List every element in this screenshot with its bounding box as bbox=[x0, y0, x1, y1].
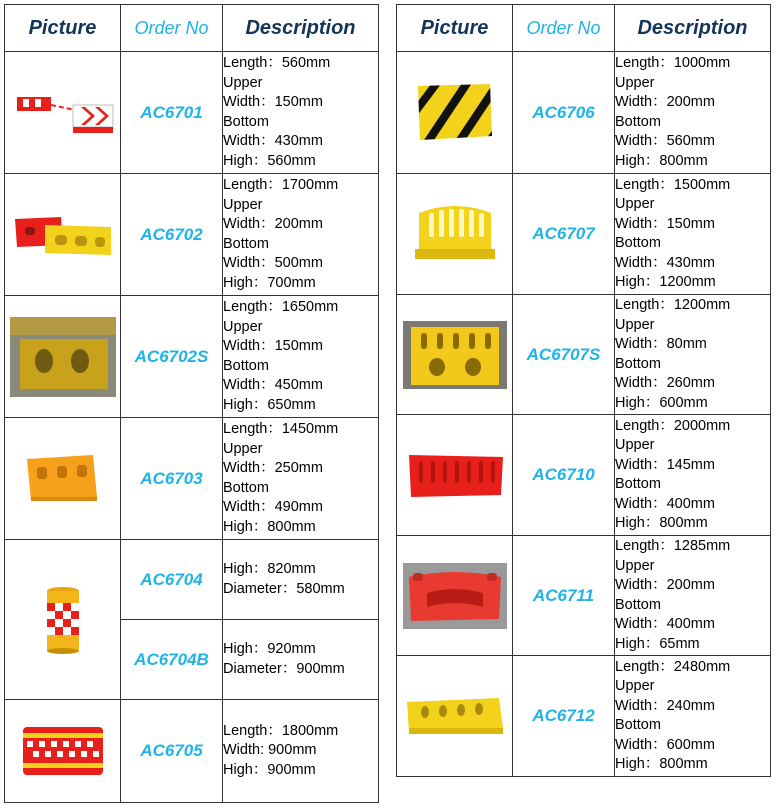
desc-line: Upper bbox=[615, 437, 655, 453]
description-cell bbox=[615, 174, 771, 295]
product-picture bbox=[397, 656, 513, 777]
product-picture bbox=[397, 415, 513, 536]
desc-line: Diameter：900mm bbox=[223, 660, 345, 677]
product-picture bbox=[5, 296, 121, 418]
desc-line: Upper bbox=[223, 440, 263, 457]
desc-line: High：1200mm bbox=[615, 274, 716, 290]
desc-line: Length：1700mm bbox=[223, 177, 339, 193]
header-order-no: Order No bbox=[121, 5, 223, 52]
description-cell bbox=[223, 620, 379, 700]
barrier-image bbox=[405, 451, 505, 499]
header-description: Description bbox=[615, 5, 771, 52]
product-picture bbox=[397, 295, 513, 415]
description-cell bbox=[615, 656, 771, 777]
desc-line: Length：1200mm bbox=[615, 297, 731, 313]
desc-line: High：800mm bbox=[615, 515, 708, 531]
order-number: AC6712 bbox=[513, 656, 615, 777]
desc-line: Bottom bbox=[615, 717, 661, 733]
header-row bbox=[5, 5, 379, 52]
table-row bbox=[397, 415, 771, 536]
product-picture bbox=[5, 540, 121, 700]
header-picture: Picture bbox=[397, 5, 513, 52]
header-description: Description bbox=[223, 5, 379, 52]
desc-line: Bottom bbox=[223, 113, 269, 130]
table-row bbox=[397, 536, 771, 656]
desc-line: Width：430mm bbox=[615, 254, 715, 271]
table-row bbox=[5, 174, 379, 296]
desc-line: Length：1800mm bbox=[223, 722, 339, 739]
table-row bbox=[397, 656, 771, 777]
desc-line: High：800mm bbox=[223, 518, 316, 535]
desc-line: Upper bbox=[615, 74, 655, 91]
desc-line: Length：2480mm bbox=[615, 658, 731, 675]
order-number: AC6707 bbox=[513, 174, 615, 295]
barrier-image bbox=[10, 317, 116, 397]
desc-line: Width：490mm bbox=[223, 499, 323, 515]
desc-line: Bottom bbox=[615, 235, 661, 251]
desc-line: High：920mm bbox=[223, 641, 316, 657]
barrier-image bbox=[403, 321, 507, 389]
desc-line: Length：560mm bbox=[223, 55, 331, 71]
header-picture: Picture bbox=[5, 5, 121, 52]
desc-line: Bottom bbox=[223, 235, 269, 252]
desc-line: Width：145mm bbox=[615, 456, 715, 473]
desc-line: Bottom bbox=[615, 476, 661, 492]
desc-line: Width：450mm bbox=[223, 377, 323, 393]
desc-line: High：800mm bbox=[615, 152, 708, 169]
barrier-image bbox=[11, 205, 115, 265]
order-number: AC6702S bbox=[121, 296, 223, 418]
order-number: AC6711 bbox=[513, 536, 615, 656]
description-cell bbox=[615, 52, 771, 174]
crash-barrel-image bbox=[43, 585, 83, 655]
desc-line: High：650mm bbox=[223, 396, 316, 413]
table-row bbox=[5, 540, 379, 620]
desc-line: Width：250mm bbox=[223, 460, 323, 476]
desc-line: Length：1500mm bbox=[615, 176, 731, 193]
desc-line: Length：1450mm bbox=[223, 421, 339, 437]
barrier-image bbox=[403, 563, 507, 629]
desc-line: Length：1000mm bbox=[615, 55, 731, 71]
table-row bbox=[397, 295, 771, 415]
barrier-image bbox=[11, 83, 115, 143]
desc-line: Width：560mm bbox=[615, 133, 715, 149]
description-cell bbox=[223, 296, 379, 418]
header-order-no: Order No bbox=[513, 5, 615, 52]
table-row bbox=[397, 174, 771, 295]
barrier-image bbox=[411, 199, 499, 269]
desc-line: Upper bbox=[223, 196, 263, 213]
left-spec-table bbox=[4, 4, 379, 803]
desc-line: Width：240mm bbox=[615, 697, 715, 714]
desc-line: Width：150mm bbox=[223, 338, 323, 354]
product-picture bbox=[397, 52, 513, 174]
desc-line: High：560mm bbox=[223, 152, 316, 169]
description-cell bbox=[615, 415, 771, 536]
desc-line: Width：600mm bbox=[615, 736, 715, 753]
order-number: AC6704 bbox=[121, 540, 223, 620]
desc-line: Width: 900mm bbox=[223, 742, 317, 759]
desc-line: Bottom bbox=[615, 355, 661, 372]
desc-line: Width：150mm bbox=[615, 215, 715, 232]
desc-line: High：700mm bbox=[223, 274, 316, 291]
desc-line: Length：1650mm bbox=[223, 299, 339, 315]
desc-line: Width：200mm bbox=[223, 216, 323, 232]
desc-line: Width：260mm bbox=[615, 375, 715, 391]
table-row bbox=[5, 52, 379, 174]
desc-line: Diameter：580mm bbox=[223, 580, 345, 597]
desc-line: Upper bbox=[615, 557, 655, 574]
description-cell bbox=[223, 174, 379, 296]
desc-line: Width：200mm bbox=[615, 577, 715, 593]
description-cell bbox=[223, 540, 379, 620]
desc-line: High：800mm bbox=[615, 756, 708, 772]
description-cell bbox=[223, 700, 379, 803]
order-number: AC6703 bbox=[121, 418, 223, 540]
product-picture bbox=[5, 418, 121, 540]
product-picture bbox=[5, 52, 121, 174]
desc-line: High：65mm bbox=[615, 635, 700, 652]
order-number: AC6706 bbox=[513, 52, 615, 174]
desc-line: Width：150mm bbox=[223, 94, 323, 110]
order-number: AC6710 bbox=[513, 415, 615, 536]
barrier-image bbox=[414, 80, 496, 146]
desc-line: Bottom bbox=[615, 113, 661, 130]
desc-line: Length：1285mm bbox=[615, 538, 731, 554]
table-row bbox=[397, 52, 771, 174]
product-picture bbox=[397, 174, 513, 295]
description-cell bbox=[223, 52, 379, 174]
header-row bbox=[397, 5, 771, 52]
table-row bbox=[5, 296, 379, 418]
product-picture bbox=[5, 174, 121, 296]
desc-line: High：600mm bbox=[615, 394, 708, 411]
barrier-image bbox=[23, 449, 103, 509]
order-number: AC6701 bbox=[121, 52, 223, 174]
desc-line: Width：500mm bbox=[223, 255, 323, 271]
desc-line: Width：200mm bbox=[615, 94, 715, 110]
desc-line: Upper bbox=[223, 74, 263, 91]
table-row bbox=[5, 418, 379, 540]
desc-line: Bottom bbox=[223, 479, 269, 496]
right-spec-table bbox=[396, 4, 771, 777]
barrier-image bbox=[403, 692, 507, 740]
description-cell bbox=[223, 418, 379, 540]
desc-line: Upper bbox=[615, 196, 655, 212]
desc-line: Upper bbox=[223, 318, 263, 335]
order-number: AC6707S bbox=[513, 295, 615, 415]
desc-line: Width：400mm bbox=[615, 495, 715, 512]
desc-line: Width：400mm bbox=[615, 616, 715, 632]
barrier-image bbox=[21, 723, 105, 779]
desc-line: Upper bbox=[615, 316, 655, 333]
order-number: AC6702 bbox=[121, 174, 223, 296]
desc-line: Length：2000mm bbox=[615, 417, 731, 434]
product-picture bbox=[5, 700, 121, 803]
desc-line: Bottom bbox=[223, 357, 269, 374]
desc-line: High：820mm bbox=[223, 561, 316, 577]
table-row bbox=[5, 700, 379, 803]
desc-line: High：900mm bbox=[223, 761, 316, 778]
desc-line: Width：80mm bbox=[615, 336, 707, 352]
desc-line: Bottom bbox=[615, 596, 661, 613]
description-cell bbox=[615, 295, 771, 415]
order-number: AC6704B bbox=[121, 620, 223, 700]
desc-line: Upper bbox=[615, 678, 655, 694]
description-cell bbox=[615, 536, 771, 656]
desc-line: Width：430mm bbox=[223, 133, 323, 149]
product-picture bbox=[397, 536, 513, 656]
order-number: AC6705 bbox=[121, 700, 223, 803]
